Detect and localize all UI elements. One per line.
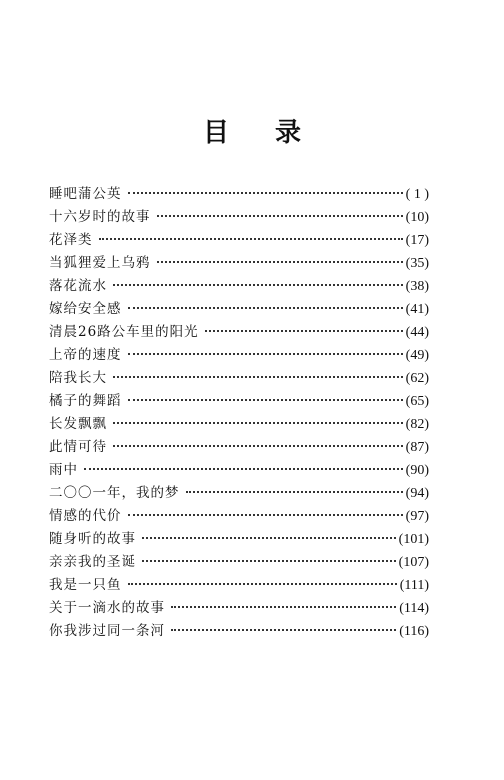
- dot-leader: [99, 238, 403, 240]
- toc-entry-title: 花泽类: [49, 232, 93, 248]
- dot-leader: [128, 399, 403, 401]
- dot-leader: [128, 307, 403, 309]
- toc-entry-page: (44): [405, 325, 429, 340]
- toc-entry-page: (38): [405, 279, 429, 294]
- dot-leader: [128, 192, 403, 194]
- toc-entry[interactable]: [49, 321, 429, 344]
- toc-entry-title: 十六岁时的故事: [49, 209, 151, 225]
- dot-leader: [113, 284, 403, 286]
- toc-entry-title: 睡吧蒲公英: [49, 186, 122, 202]
- toc-entry-page: (116): [399, 624, 429, 639]
- toc-entry-title: 随身听的故事: [49, 531, 136, 547]
- dot-leader: [186, 491, 403, 493]
- dot-leader: [84, 468, 403, 470]
- toc-entry[interactable]: [49, 459, 429, 482]
- toc-entry-page: (10): [405, 210, 429, 225]
- toc-entry[interactable]: [49, 229, 429, 252]
- toc-entry[interactable]: [49, 298, 429, 321]
- toc-entry-title: 情感的代价: [49, 508, 122, 524]
- toc-entry-page: (65): [405, 394, 429, 409]
- toc-entry-page: (94): [405, 486, 429, 501]
- dot-leader: [157, 261, 403, 263]
- toc-entry-page: (101): [398, 532, 429, 547]
- toc-entry-page: (114): [399, 601, 429, 616]
- toc-entry[interactable]: [49, 597, 429, 620]
- dot-leader: [171, 629, 396, 631]
- toc-entry[interactable]: [49, 574, 429, 597]
- dot-leader: [113, 445, 403, 447]
- toc-entry[interactable]: [49, 183, 429, 206]
- toc-entry-page: (107): [398, 555, 429, 570]
- toc-entry-title: 你我涉过同一条河: [49, 623, 165, 639]
- toc-entry-title: 雨中: [49, 462, 78, 478]
- toc-entry-title: 落花流水: [49, 278, 107, 294]
- toc-entry-title: 当狐狸爱上乌鸦: [49, 255, 151, 271]
- toc-entry-title: 上帝的速度: [49, 347, 122, 363]
- toc-entry-title: 清晨26路公车里的阳光: [49, 324, 199, 340]
- page-title-char-1: 目: [202, 118, 229, 148]
- page-title-char-2: 录: [275, 118, 302, 148]
- dot-leader: [128, 583, 397, 585]
- page-title: [0, 112, 504, 149]
- toc-entry-title: 嫁给安全感: [49, 301, 122, 317]
- toc-entry-page: (49): [405, 348, 429, 363]
- toc-entry[interactable]: [49, 505, 429, 528]
- toc-entry[interactable]: [49, 528, 429, 551]
- toc-entry-page: ( 1 ): [405, 187, 429, 202]
- toc-entry-page: (82): [405, 417, 429, 432]
- dot-leader: [128, 514, 403, 516]
- toc-entry[interactable]: [49, 206, 429, 229]
- toc-entry-title: 橘子的舞蹈: [49, 393, 122, 409]
- toc-entry-title: 亲亲我的圣诞: [49, 554, 136, 570]
- toc-entry[interactable]: [49, 252, 429, 275]
- toc-entry[interactable]: [49, 390, 429, 413]
- toc-entry-page: (111): [399, 578, 429, 593]
- toc-entry[interactable]: [49, 367, 429, 390]
- dot-leader: [113, 422, 403, 424]
- toc-entry-title: 陪我长大: [49, 370, 107, 386]
- dot-leader: [128, 353, 403, 355]
- toc-entry-title: 此情可待: [49, 439, 107, 455]
- toc-entry-page: (41): [405, 302, 429, 317]
- toc-entry-page: (87): [405, 440, 429, 455]
- toc-entry-page: (62): [405, 371, 429, 386]
- toc-entry-page: (90): [405, 463, 429, 478]
- toc-entry-page: (97): [405, 509, 429, 524]
- toc-entry[interactable]: [49, 413, 429, 436]
- table-of-contents: [49, 183, 429, 643]
- toc-entry[interactable]: [49, 275, 429, 298]
- toc-entry-title: 我是一只鱼: [49, 577, 122, 593]
- toc-entry-title: 二〇〇一年，我的梦: [49, 485, 180, 501]
- toc-entry[interactable]: [49, 620, 429, 643]
- toc-entry-page: (17): [405, 233, 429, 248]
- dot-leader: [171, 606, 396, 608]
- toc-entry-title: 长发飘飘: [49, 416, 107, 432]
- toc-entry[interactable]: [49, 551, 429, 574]
- toc-entry[interactable]: [49, 482, 429, 505]
- toc-entry[interactable]: [49, 436, 429, 459]
- dot-leader: [142, 537, 396, 539]
- dot-leader: [113, 376, 403, 378]
- toc-entry[interactable]: [49, 344, 429, 367]
- dot-leader: [205, 330, 403, 332]
- dot-leader: [157, 215, 403, 217]
- dot-leader: [142, 560, 396, 562]
- toc-entry-page: (35): [405, 256, 429, 271]
- toc-entry-title: 关于一滴水的故事: [49, 600, 165, 616]
